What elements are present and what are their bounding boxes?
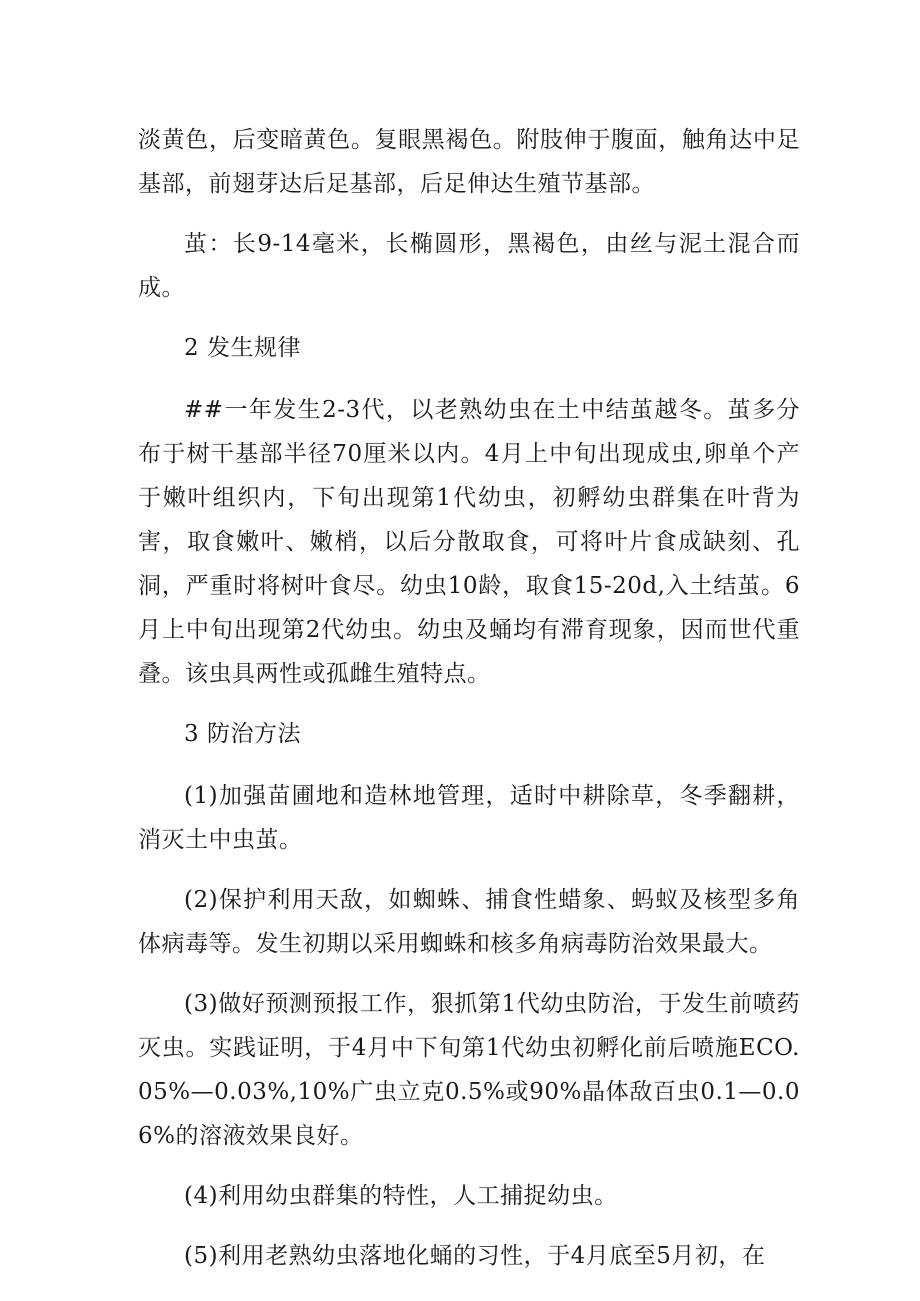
document-body [138, 118, 800, 1294]
paragraph-control-3: (3)做好预测预报工作，狠抓第1代幼虫防治，于发生前喷药灭虫。实践证明，于4月中下旬第1代幼虫初孵化前后喷施ECO.05%—0.03%,10%广虫立克0.5%或90%晶体敌百虫0.1—0.06%的溶液效果良好。 [138, 991, 800, 1149]
paragraph-control-5: (5)利用老熟幼虫落地化蛹的习性，于4月底至5月初，在 [184, 1243, 766, 1269]
paragraph-continuation: 淡黄色，后变暗黄色。复眼黑褐色。附肢伸于腹面，触角达中足基部，前翅芽达后足基部，后足伸达生殖节基部。 [138, 127, 800, 197]
paragraph-occurrence-pattern: ##一年发生2-3代，以老熟幼虫在土中结茧越冬。茧多分布于树干基部半径70厘米以内。4月上中旬出现成虫,卵单个产于嫩叶组织内，下旬出现第1代幼虫，初孵幼虫群集在叶背为害，取食嫩叶、嫩梢，以后分散取食，可将叶片食成缺刻、孔洞，严重时将树叶食尽。幼虫10龄，取食15-20d,入土结茧。6月上中旬出现第2代幼虫。幼虫及蛹均有滞育现象，因而世代重叠。该虫具两性或孤雌生殖特点。 [138, 397, 800, 687]
section-heading-control: 3 防治方法 [184, 721, 301, 747]
paragraph-control-2: (2)保护利用天敌，如蜘蛛、捕食性蜡象、蚂蚁及核型多角体病毒等。发生初期以采用蜘蛛和核多角病毒防治效果最大。 [138, 887, 800, 957]
paragraph-control-4: (4)利用幼虫群集的特性，人工捕捉幼虫。 [184, 1183, 618, 1209]
paragraph-control-1: (1)加强苗圃地和造林地管理，适时中耕除草，冬季翻耕，消灭土中虫茧。 [138, 783, 800, 853]
paragraph-cocoon-description: 茧：长9-14毫米，长椭圆形，黑褐色，由丝与泥土混合而成。 [138, 231, 800, 301]
section-heading-occurrence: 2 发生规律 [184, 335, 301, 361]
